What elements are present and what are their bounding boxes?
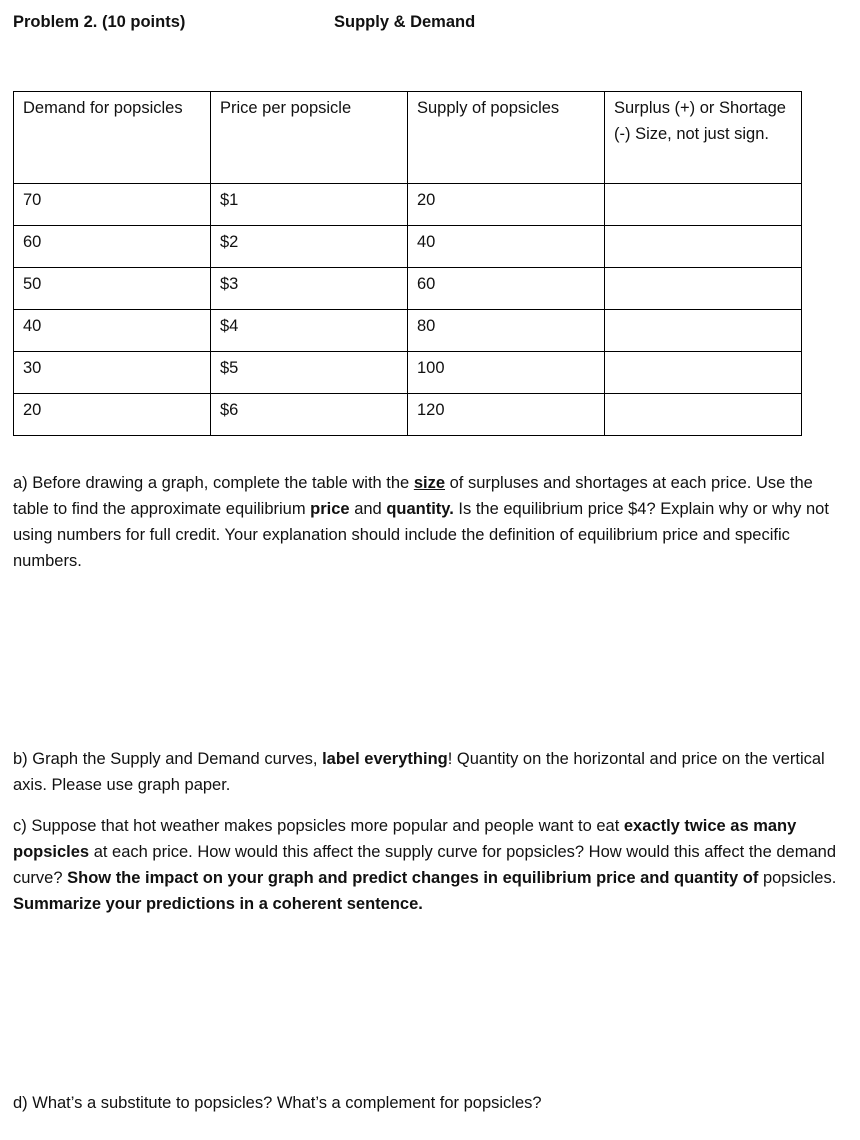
qb-emph-label: label everything: [322, 750, 448, 768]
demand-cell: 70: [14, 184, 211, 226]
problem-title: Problem 2. (10 points): [13, 13, 186, 31]
supply-demand-table: [13, 91, 802, 436]
price-cell: $1: [211, 184, 408, 226]
demand-cell: 60: [14, 226, 211, 268]
question-d: [13, 1090, 849, 1116]
surplus-shortage-cell[interactable]: [605, 184, 802, 226]
table-row: [14, 184, 802, 226]
qc-emph-summarize: Summarize your predictions in a coherent sentence.: [13, 895, 423, 913]
header-supply: Supply of popsicles: [408, 92, 605, 184]
qc-emph-impact: Show the impact on your graph and predict changes in equilibrium price and quantity of: [67, 869, 759, 887]
qa-emph-price: price: [310, 500, 350, 518]
table-header-row: [14, 92, 802, 184]
supply-cell: 120: [408, 394, 605, 436]
qc-text-5: popsicles.: [758, 869, 837, 887]
qa-text-1: a) Before drawing a graph, complete the table with the: [13, 474, 414, 492]
qd-text-1: d) What’s a substitute to popsicles? What’s a complement for popsicles?: [13, 1094, 542, 1112]
header-price: Price per popsicle: [211, 92, 408, 184]
table-row: [14, 394, 802, 436]
supply-cell: 40: [408, 226, 605, 268]
question-c: [13, 813, 849, 917]
qc-text-1: c) Suppose that hot weather makes popsicles more popular and people want to eat: [13, 817, 624, 835]
price-cell: $3: [211, 268, 408, 310]
surplus-shortage-cell[interactable]: [605, 394, 802, 436]
header-surplus-shortage: Surplus (+) or Shortage (-) Size, not just sign.: [605, 92, 802, 184]
price-cell: $2: [211, 226, 408, 268]
supply-cell: 100: [408, 352, 605, 394]
price-cell: $5: [211, 352, 408, 394]
qa-text-5: and: [349, 500, 387, 518]
table-row: [14, 352, 802, 394]
qa-text-7: Is the equilibrium price $4? Explain why or why not using numbers for full credit. Your explanation should include the definition of equilibrium price and specific numbers.: [13, 500, 829, 570]
qa-text-3: of surpluses and shortages at each price. Use the table to find the approximate equilibrium: [13, 474, 813, 518]
surplus-shortage-cell[interactable]: [605, 310, 802, 352]
topic-title: Supply & Demand: [334, 13, 476, 31]
demand-cell: 50: [14, 268, 211, 310]
qc-text-3: at each price. How would this affect the supply curve for popsicles? How would this affect the demand curve?: [13, 843, 836, 887]
price-cell: $4: [211, 310, 408, 352]
table-row: [14, 226, 802, 268]
table-row: [14, 268, 802, 310]
question-a: [13, 470, 849, 574]
table-row: [14, 310, 802, 352]
surplus-shortage-cell[interactable]: [605, 268, 802, 310]
qc-emph-twice: exactly twice as many popsicles: [13, 817, 797, 861]
question-b: [13, 746, 849, 798]
demand-cell: 30: [14, 352, 211, 394]
qb-text-3: ! Quantity on the horizontal and price on the vertical axis. Please use graph paper.: [13, 750, 825, 794]
qb-text-1: b) Graph the Supply and Demand curves,: [13, 750, 323, 768]
qa-emph-size: size: [413, 474, 446, 492]
supply-cell: 80: [408, 310, 605, 352]
price-cell: $6: [211, 394, 408, 436]
surplus-shortage-cell[interactable]: [605, 352, 802, 394]
qa-emph-quantity: quantity.: [386, 500, 454, 518]
supply-cell: 60: [408, 268, 605, 310]
header-demand: Demand for popsicles: [14, 92, 211, 184]
supply-cell: 20: [408, 184, 605, 226]
surplus-shortage-cell[interactable]: [605, 226, 802, 268]
demand-cell: 20: [14, 394, 211, 436]
demand-cell: 40: [14, 310, 211, 352]
